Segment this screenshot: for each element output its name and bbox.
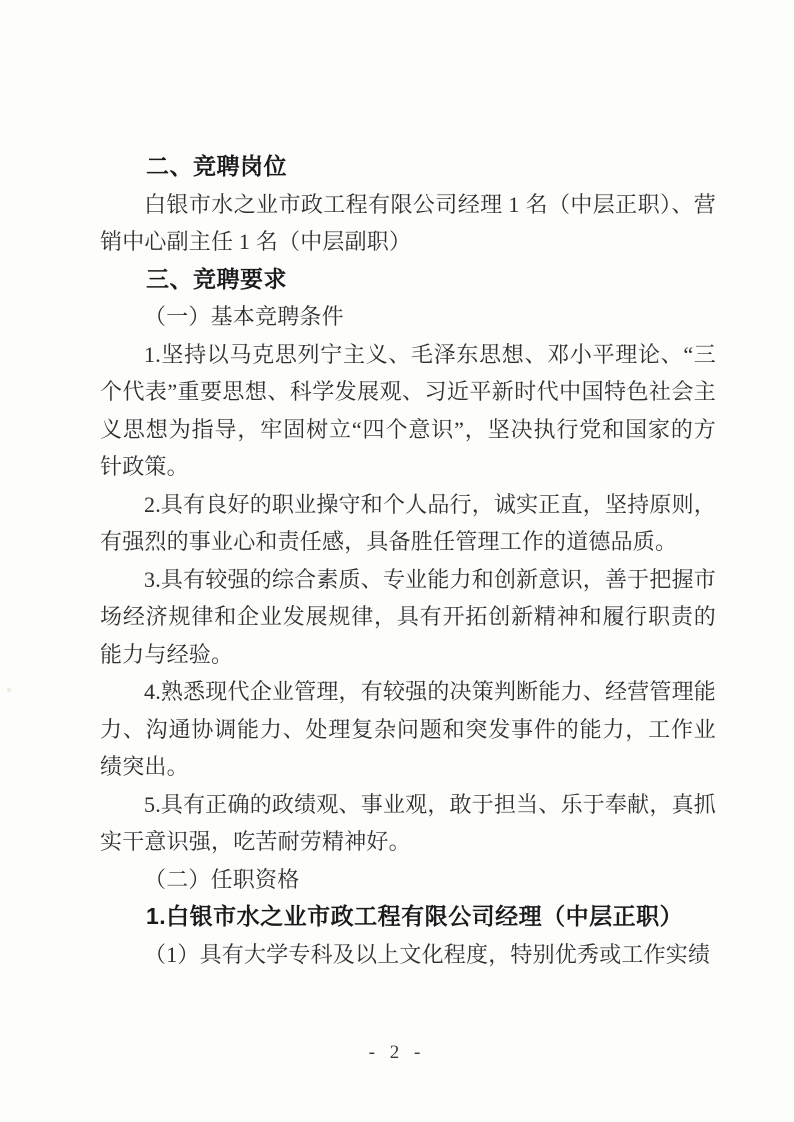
scan-speck	[7, 688, 11, 692]
subheading-manager-position: 1.白银市水之业市政工程有限公司经理（中层正职）	[146, 903, 684, 929]
paragraph-condition-4: 4.熟悉现代企业管理，有较强的决策判断能力、经营管理能力、沟通协调能力、处理复杂问题和突发事件的能力，工作业绩突出。	[100, 679, 716, 779]
section-heading-positions: 二、竞聘岗位	[146, 153, 287, 179]
paragraph-qualification-1: （1）具有大学专科及以上文化程度，特别优秀或工作实绩	[144, 941, 711, 967]
section-heading-requirements: 三、竞聘要求	[146, 265, 287, 292]
paragraph-positions: 白银市水之业市政工程有限公司经理 1 名（中层正职）、营销中心副主任 1 名（中层副职）	[100, 191, 716, 254]
page-footer	[0, 1042, 794, 1064]
paragraph-condition-1: 1.坚持以马克思列宁主义、毛泽东思想、邓小平理论、“三个代表”重要思想、科学发展观、习近平新时代中国特色社会主义思想为指导，牢固树立“四个意识”，坚决执行党和国家的方针政策。	[100, 341, 716, 479]
paragraph-condition-5: 5.具有正确的政绩观、事业观，敢于担当、乐于奉献，真抓实干意识强，吃苦耐劳精神好。	[100, 791, 716, 854]
paragraph-condition-3: 3.具有较强的综合素质、专业能力和创新意识，善于把握市场经济规律和企业发展规律，具有开拓创新精神和履行职责的能力与经验。	[100, 566, 716, 667]
subsection-qualifications: （二）任职资格	[144, 866, 300, 892]
paragraph-condition-2: 2.具有良好的职业操守和个人品行，诚实正直，坚持原则，有强烈的事业心和责任感，具备胜任管理工作的道德品质。	[100, 491, 716, 554]
subsection-basic-conditions: （一）基本竞聘条件	[144, 304, 344, 329]
page-number: - 2 -	[368, 1042, 426, 1063]
document-body	[100, 148, 716, 973]
